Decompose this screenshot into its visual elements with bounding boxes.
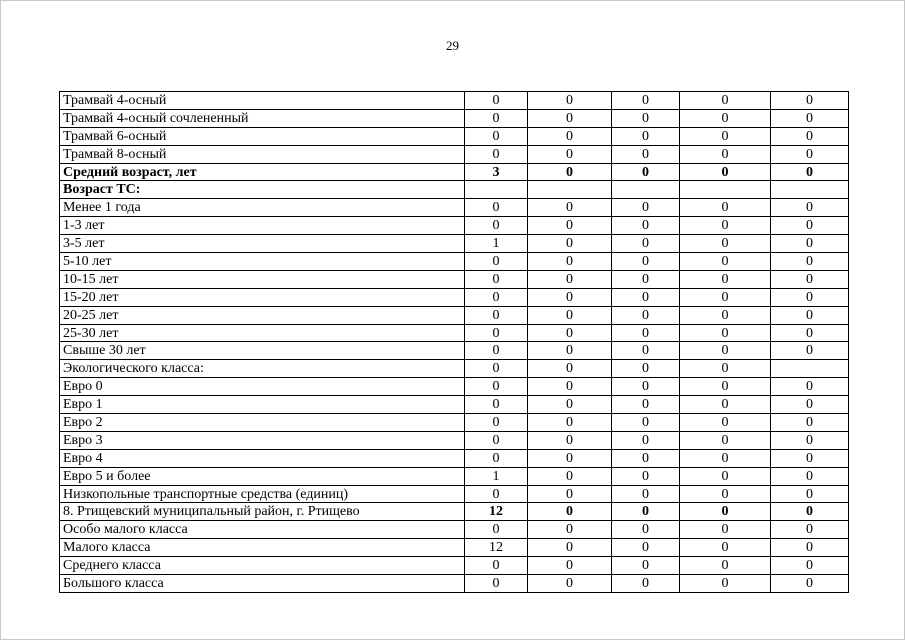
value-cell: 0 — [528, 342, 612, 360]
value-cell: 0 — [771, 503, 849, 521]
value-cell: 0 — [465, 127, 528, 145]
value-cell: 0 — [680, 145, 771, 163]
value-cell: 0 — [771, 253, 849, 271]
value-cell: 0 — [612, 306, 680, 324]
value-cell: 0 — [465, 253, 528, 271]
value-cell: 0 — [680, 127, 771, 145]
value-cell: 0 — [465, 414, 528, 432]
row-label: Евро 0 — [60, 378, 465, 396]
value-cell: 0 — [771, 575, 849, 593]
value-cell: 0 — [612, 109, 680, 127]
table-row — [60, 378, 849, 396]
value-cell: 0 — [612, 449, 680, 467]
value-cell: 0 — [528, 324, 612, 342]
value-cell — [612, 181, 680, 199]
value-cell: 0 — [612, 199, 680, 217]
row-label: 15-20 лет — [60, 288, 465, 306]
value-cell: 0 — [612, 217, 680, 235]
value-cell: 0 — [680, 235, 771, 253]
value-cell: 0 — [612, 539, 680, 557]
row-label: Трамвай 8-осный — [60, 145, 465, 163]
value-cell: 0 — [612, 467, 680, 485]
value-cell: 3 — [465, 163, 528, 181]
row-label: Трамвай 6-осный — [60, 127, 465, 145]
table-row — [60, 449, 849, 467]
value-cell: 0 — [465, 575, 528, 593]
table-row — [60, 163, 849, 181]
value-cell: 0 — [612, 575, 680, 593]
value-cell: 0 — [680, 575, 771, 593]
value-cell: 0 — [612, 253, 680, 271]
value-cell: 0 — [771, 288, 849, 306]
value-cell: 0 — [465, 557, 528, 575]
value-cell: 0 — [465, 342, 528, 360]
value-cell: 0 — [528, 396, 612, 414]
value-cell: 0 — [771, 557, 849, 575]
value-cell: 0 — [465, 378, 528, 396]
table-row — [60, 324, 849, 342]
value-cell: 0 — [771, 92, 849, 110]
value-cell: 0 — [680, 360, 771, 378]
row-label: Трамвай 4-осный — [60, 92, 465, 110]
value-cell: 0 — [771, 431, 849, 449]
value-cell: 0 — [528, 467, 612, 485]
value-cell: 0 — [528, 306, 612, 324]
value-cell: 0 — [612, 235, 680, 253]
value-cell: 1 — [465, 235, 528, 253]
table-row — [60, 92, 849, 110]
value-cell — [680, 181, 771, 199]
value-cell: 0 — [680, 378, 771, 396]
table-row — [60, 431, 849, 449]
value-cell — [528, 181, 612, 199]
value-cell: 0 — [528, 414, 612, 432]
value-cell: 0 — [680, 396, 771, 414]
value-cell: 0 — [680, 467, 771, 485]
table-row — [60, 235, 849, 253]
value-cell: 0 — [465, 306, 528, 324]
value-cell: 0 — [680, 342, 771, 360]
row-label: Менее 1 года — [60, 199, 465, 217]
value-cell: 0 — [771, 414, 849, 432]
row-label: Возраст ТС: — [60, 181, 465, 199]
value-cell: 0 — [528, 575, 612, 593]
value-cell: 0 — [771, 342, 849, 360]
value-cell: 0 — [680, 521, 771, 539]
table-row — [60, 575, 849, 593]
value-cell: 0 — [771, 145, 849, 163]
value-cell: 0 — [771, 163, 849, 181]
table-row — [60, 503, 849, 521]
value-cell: 0 — [465, 288, 528, 306]
row-label: 5-10 лет — [60, 253, 465, 271]
value-cell: 0 — [528, 431, 612, 449]
value-cell: 0 — [680, 270, 771, 288]
table-row — [60, 127, 849, 145]
table-row — [60, 539, 849, 557]
table-row — [60, 557, 849, 575]
value-cell: 0 — [612, 324, 680, 342]
value-cell: 0 — [612, 92, 680, 110]
value-cell: 0 — [612, 503, 680, 521]
value-cell: 0 — [528, 127, 612, 145]
value-cell: 0 — [771, 306, 849, 324]
row-label: 1-3 лет — [60, 217, 465, 235]
value-cell: 0 — [771, 378, 849, 396]
table-row — [60, 270, 849, 288]
value-cell: 0 — [771, 539, 849, 557]
value-cell: 0 — [680, 306, 771, 324]
value-cell: 0 — [465, 199, 528, 217]
value-cell: 0 — [680, 163, 771, 181]
value-cell — [465, 181, 528, 199]
value-cell: 12 — [465, 503, 528, 521]
table-row — [60, 217, 849, 235]
value-cell: 0 — [771, 485, 849, 503]
value-cell: 0 — [771, 396, 849, 414]
value-cell: 0 — [680, 449, 771, 467]
row-label: Экологического класса: — [60, 360, 465, 378]
value-cell: 0 — [528, 270, 612, 288]
value-cell — [771, 181, 849, 199]
value-cell: 0 — [612, 521, 680, 539]
value-cell: 0 — [465, 396, 528, 414]
table-row — [60, 145, 849, 163]
value-cell: 0 — [612, 557, 680, 575]
value-cell: 0 — [771, 324, 849, 342]
value-cell: 0 — [612, 145, 680, 163]
value-cell: 0 — [528, 539, 612, 557]
value-cell: 0 — [528, 449, 612, 467]
value-cell: 0 — [528, 503, 612, 521]
table-row — [60, 414, 849, 432]
value-cell: 0 — [680, 539, 771, 557]
value-cell: 0 — [612, 127, 680, 145]
value-cell — [771, 360, 849, 378]
table-row — [60, 181, 849, 199]
row-label: Трамвай 4-осный сочлененный — [60, 109, 465, 127]
value-cell: 0 — [528, 521, 612, 539]
value-cell: 0 — [612, 431, 680, 449]
row-label: Особо малого класса — [60, 521, 465, 539]
value-cell: 0 — [771, 217, 849, 235]
table-row — [60, 521, 849, 539]
row-label: Низкопольные транспортные средства (единиц) — [60, 485, 465, 503]
value-cell: 0 — [612, 485, 680, 503]
value-cell: 12 — [465, 539, 528, 557]
table-row — [60, 485, 849, 503]
value-cell: 0 — [771, 270, 849, 288]
value-cell: 0 — [771, 467, 849, 485]
value-cell: 0 — [465, 449, 528, 467]
value-cell: 0 — [612, 396, 680, 414]
value-cell: 0 — [528, 109, 612, 127]
value-cell: 0 — [771, 199, 849, 217]
table-body — [60, 92, 849, 593]
row-label: 8. Ртищевский муниципальный район, г. Ртищево — [60, 503, 465, 521]
value-cell: 0 — [465, 92, 528, 110]
value-cell: 0 — [612, 270, 680, 288]
row-label: 3-5 лет — [60, 235, 465, 253]
value-cell: 0 — [771, 235, 849, 253]
value-cell: 0 — [612, 414, 680, 432]
row-label: Евро 4 — [60, 449, 465, 467]
value-cell: 0 — [612, 342, 680, 360]
row-label: 10-15 лет — [60, 270, 465, 288]
value-cell: 0 — [465, 270, 528, 288]
row-label: Евро 3 — [60, 431, 465, 449]
row-label: Евро 5 и более — [60, 467, 465, 485]
value-cell: 0 — [465, 521, 528, 539]
row-label: Средний возраст, лет — [60, 163, 465, 181]
table-row — [60, 199, 849, 217]
value-cell: 0 — [680, 199, 771, 217]
value-cell: 0 — [680, 217, 771, 235]
value-cell: 0 — [528, 557, 612, 575]
table-row — [60, 306, 849, 324]
value-cell: 0 — [528, 163, 612, 181]
table-row — [60, 396, 849, 414]
table-row — [60, 288, 849, 306]
data-table — [59, 91, 849, 593]
value-cell: 0 — [612, 360, 680, 378]
row-label: Большого класса — [60, 575, 465, 593]
page-number: 29 — [446, 38, 459, 53]
value-cell: 0 — [680, 253, 771, 271]
value-cell: 0 — [680, 557, 771, 575]
value-cell: 0 — [680, 109, 771, 127]
row-label: 20-25 лет — [60, 306, 465, 324]
table-row — [60, 467, 849, 485]
value-cell: 0 — [528, 485, 612, 503]
value-cell: 0 — [528, 360, 612, 378]
row-label: Евро 2 — [60, 414, 465, 432]
value-cell: 0 — [528, 199, 612, 217]
value-cell: 0 — [612, 288, 680, 306]
row-label: Свыше 30 лет — [60, 342, 465, 360]
value-cell: 0 — [528, 145, 612, 163]
value-cell: 0 — [528, 288, 612, 306]
value-cell: 0 — [465, 217, 528, 235]
row-label: Евро 1 — [60, 396, 465, 414]
value-cell: 0 — [680, 431, 771, 449]
table-row — [60, 253, 849, 271]
value-cell: 0 — [528, 253, 612, 271]
value-cell: 0 — [680, 503, 771, 521]
table-row — [60, 360, 849, 378]
value-cell: 0 — [528, 235, 612, 253]
value-cell: 0 — [465, 324, 528, 342]
value-cell: 0 — [528, 378, 612, 396]
row-label: 25-30 лет — [60, 324, 465, 342]
value-cell: 0 — [680, 324, 771, 342]
value-cell: 0 — [465, 485, 528, 503]
value-cell: 0 — [465, 431, 528, 449]
value-cell: 0 — [612, 378, 680, 396]
table-row — [60, 342, 849, 360]
value-cell: 0 — [680, 288, 771, 306]
value-cell: 0 — [528, 217, 612, 235]
value-cell: 0 — [771, 109, 849, 127]
value-cell: 0 — [680, 92, 771, 110]
value-cell: 1 — [465, 467, 528, 485]
value-cell: 0 — [528, 92, 612, 110]
row-label: Среднего класса — [60, 557, 465, 575]
value-cell: 0 — [465, 360, 528, 378]
value-cell: 0 — [680, 414, 771, 432]
value-cell: 0 — [465, 145, 528, 163]
value-cell: 0 — [612, 163, 680, 181]
value-cell: 0 — [771, 449, 849, 467]
row-label: Малого класса — [60, 539, 465, 557]
value-cell: 0 — [771, 127, 849, 145]
value-cell: 0 — [680, 485, 771, 503]
table-row — [60, 109, 849, 127]
value-cell: 0 — [771, 521, 849, 539]
value-cell: 0 — [465, 109, 528, 127]
